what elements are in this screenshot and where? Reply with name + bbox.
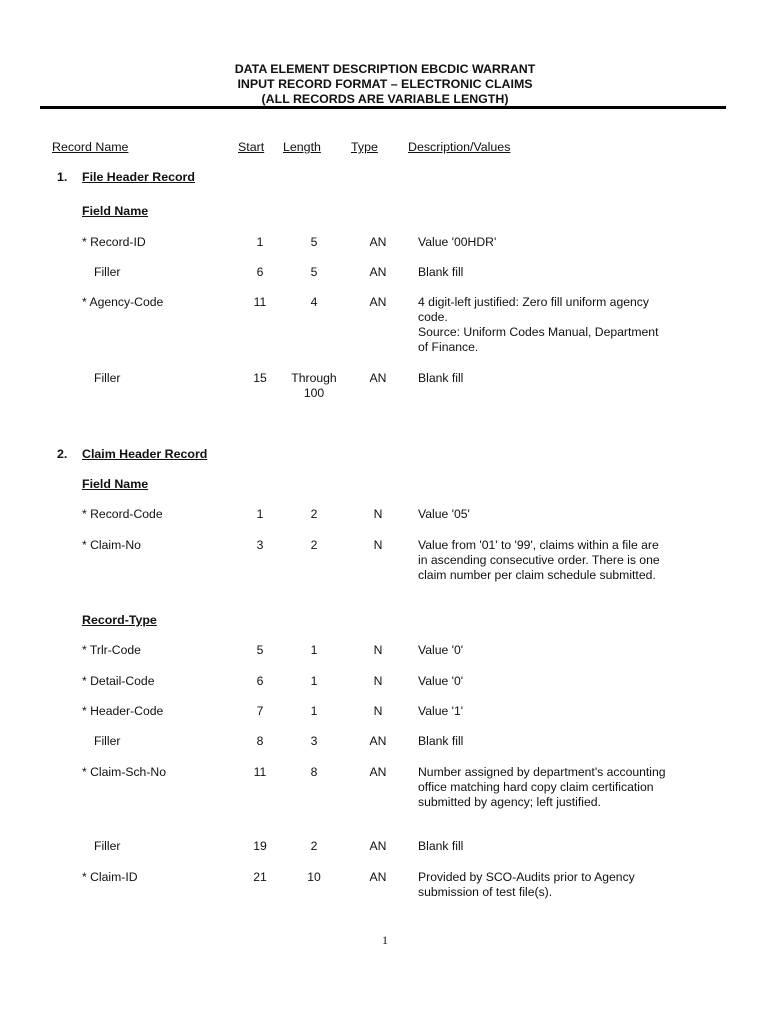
field-description: Value '05' bbox=[418, 507, 470, 521]
field-start: 6 bbox=[256, 674, 264, 688]
field-length: 1 bbox=[310, 643, 318, 657]
field-length: 10 bbox=[307, 870, 321, 884]
field-description: Value '1' bbox=[418, 704, 464, 718]
title-line-2: INPUT RECORD FORMAT – ELECTRONIC CLAIMS bbox=[237, 77, 533, 91]
field-name: Filler bbox=[94, 734, 121, 748]
header-rule bbox=[40, 106, 726, 109]
field-start: 11 bbox=[253, 765, 267, 779]
field-description: Number assigned by department's accounting office matching hard copy claim certification submitted by agency; left justified. bbox=[418, 765, 666, 809]
field-start: 8 bbox=[256, 734, 264, 748]
field-name: Filler bbox=[94, 839, 121, 853]
field-name: Filler bbox=[94, 265, 121, 279]
field-description: Blank fill bbox=[418, 265, 464, 279]
field-name: * Detail-Code bbox=[82, 674, 155, 688]
col-header-start: Start bbox=[238, 140, 265, 154]
title-line-3: (ALL RECORDS ARE VARIABLE LENGTH) bbox=[261, 92, 509, 106]
field-description: Value '0' bbox=[418, 674, 464, 688]
field-type: AN bbox=[369, 839, 387, 853]
field-name: * Claim-No bbox=[82, 538, 141, 552]
field-name: Filler bbox=[94, 371, 121, 385]
field-description: Value from '01' to '99', claims within a file are in ascending consecutive order. There is one claim number per claim schedule submitted. bbox=[418, 538, 660, 582]
col-header-type: Type bbox=[351, 140, 378, 154]
field-start: 1 bbox=[256, 235, 264, 249]
field-name: * Trlr-Code bbox=[82, 643, 141, 657]
field-length: 3 bbox=[310, 734, 318, 748]
field-length: Through 100 bbox=[291, 371, 337, 400]
field-type: AN bbox=[369, 235, 387, 249]
field-start: 21 bbox=[253, 870, 267, 884]
field-length: 8 bbox=[310, 765, 318, 779]
field-start: 3 bbox=[256, 538, 264, 552]
field-name: * Claim-ID bbox=[82, 870, 138, 884]
field-name: * Claim-Sch-No bbox=[82, 765, 166, 779]
field-start: 5 bbox=[256, 643, 264, 657]
field-description: Blank fill bbox=[418, 839, 464, 853]
field-start: 11 bbox=[253, 295, 267, 309]
field-name: * Agency-Code bbox=[82, 295, 164, 309]
page-number: 1 bbox=[382, 933, 388, 947]
field-type: N bbox=[373, 507, 383, 521]
field-length: 1 bbox=[310, 674, 318, 688]
section-name: Claim Header Record bbox=[82, 447, 208, 461]
field-type: AN bbox=[369, 371, 387, 385]
field-start: 1 bbox=[256, 507, 264, 521]
field-description: Value '0' bbox=[418, 643, 464, 657]
field-start: 19 bbox=[253, 839, 267, 853]
field-name: * Header-Code bbox=[82, 704, 164, 718]
field-length: 2 bbox=[310, 507, 318, 521]
section-2-heading bbox=[57, 447, 207, 461]
field-type: AN bbox=[369, 265, 387, 279]
field-length: 4 bbox=[310, 295, 318, 309]
section-1-heading bbox=[57, 170, 195, 184]
field-name-label: Field Name bbox=[82, 477, 149, 491]
col-header-description: Description/Values bbox=[408, 140, 511, 154]
field-length: 2 bbox=[310, 538, 318, 552]
field-type: AN bbox=[369, 870, 387, 884]
record-type-label: Record-Type bbox=[82, 613, 157, 627]
field-description: Blank fill bbox=[418, 734, 464, 748]
field-type: AN bbox=[369, 734, 387, 748]
field-start: 6 bbox=[256, 265, 264, 279]
field-type: AN bbox=[369, 295, 387, 309]
col-header-record-name: Record Name bbox=[52, 140, 129, 154]
section-number: 1. bbox=[57, 170, 68, 184]
field-length: 2 bbox=[310, 839, 318, 853]
field-description: Blank fill bbox=[418, 371, 464, 385]
field-description: Provided by SCO-Audits prior to Agency submission of test file(s). bbox=[418, 870, 635, 899]
field-name: * Record-Code bbox=[82, 507, 163, 521]
col-header-length: Length bbox=[283, 140, 321, 154]
section-name: File Header Record bbox=[82, 170, 195, 184]
field-length: 1 bbox=[310, 704, 318, 718]
field-length: 5 bbox=[310, 235, 318, 249]
field-start: 7 bbox=[256, 704, 264, 718]
field-start: 15 bbox=[253, 371, 267, 385]
field-type: N bbox=[373, 674, 383, 688]
field-description: 4 digit-left justified: Zero fill uniform agency code. Source: Uniform Codes Manual, Department of Finance. bbox=[418, 295, 659, 354]
field-length: 5 bbox=[310, 265, 318, 279]
field-name: * Record-ID bbox=[82, 235, 146, 249]
title-line-1: DATA ELEMENT DESCRIPTION EBCDIC WARRANT bbox=[234, 62, 536, 76]
field-type: N bbox=[373, 538, 383, 552]
field-description: Value '00HDR' bbox=[418, 235, 497, 249]
field-type: AN bbox=[369, 765, 387, 779]
section-number: 2. bbox=[57, 447, 68, 461]
field-name-label: Field Name bbox=[82, 204, 149, 218]
field-type: N bbox=[373, 704, 383, 718]
field-type: N bbox=[373, 643, 383, 657]
